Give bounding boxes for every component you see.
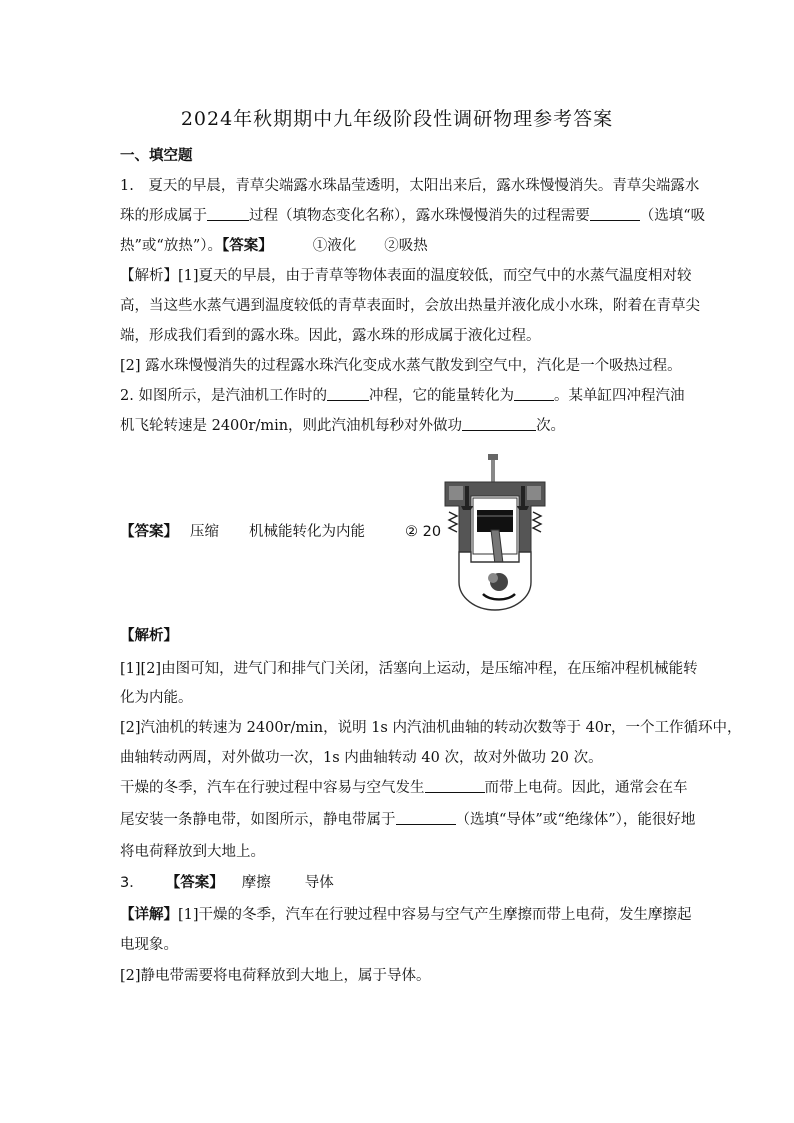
q1-text: （选填“吸: [639, 208, 706, 224]
q1-text: 热”或“放热”）。: [120, 238, 222, 254]
q1-text: 过程（填物态变化名称），露水珠慢慢消失的过程需要: [249, 208, 590, 224]
q3-blank-2: [396, 810, 456, 825]
q3-text: 尾安装一条静电带，如图所示，静电带属于: [120, 812, 396, 828]
q1-analysis-line3: 端，形成我们看到的露水珠。因此，露水珠的形成属于液化过程。: [120, 328, 541, 344]
answer-label: 【答案】: [120, 524, 178, 540]
piston-icon: [477, 510, 513, 532]
answer-label: 【答案】: [222, 237, 273, 254]
q1-analysis-line1: 【解析】[1]夏天的早晨，由于青草等物体表面的温度较低，而空气中的水蒸气温度相对较: [120, 268, 692, 284]
q2-blank-2: [514, 386, 554, 401]
q3-text: 干燥的冬季，汽车在行驶过程中容易与空气发生: [120, 780, 425, 796]
answer-value: 导体: [304, 875, 334, 891]
q2-answer-line: [120, 522, 680, 542]
q2-text-line2: [120, 416, 680, 436]
q2-text: 机飞轮转速是 2400r/min，则此汽油机每秒对外做功: [120, 418, 463, 434]
q3-text-line1: [120, 778, 688, 798]
q1-text-line1: 1. 夏天的早晨，青草尖端露水珠晶莹透明，太阳出来后，露水珠慢慢消失。青草尖端露水: [120, 178, 700, 194]
q2-analysis-heading: 【解析】: [120, 628, 178, 644]
q2-text-line1: [120, 386, 685, 406]
analysis-label: 【详解】: [120, 906, 178, 923]
page-title: 2024年秋期期中九年级阶段性调研物理参考答案: [180, 108, 614, 130]
q2-analysis-line3: [2]汽油机的转速为 2400r/min，说明 1s 内汽油机曲轴的转动次数等于 40r，一个工作循环中，: [120, 720, 742, 736]
q3-text-line3: 将电荷释放到大地上。: [120, 844, 265, 860]
q3-text: 而带上电荷。因此，通常会在车: [484, 780, 688, 796]
q1-analysis-line4: [2] 露水珠慢慢消失的过程露水珠汽化变成水蒸气散发到空气中，汽化是一个吸热过程。: [120, 358, 682, 374]
q3-blank-1: [425, 778, 485, 793]
question-number: 3．: [120, 875, 144, 891]
q3-analysis-line2: 电现象。: [120, 937, 178, 953]
q1-text-line3: [120, 236, 680, 256]
q2-text: 。某单缸四冲程汽油: [553, 388, 685, 404]
q2-analysis-line1: [1][2]由图可知，进气门和排气门关闭，活塞向上运动，是压缩冲程，在压缩冲程机械能转: [120, 661, 698, 677]
q3-answer-line: [120, 873, 680, 893]
answer-label: 【答案】: [165, 875, 224, 891]
analysis-text: [1]干燥的冬季，汽车在行驶过程中容易与空气产生摩擦而带上电荷，发生摩擦起: [178, 907, 692, 923]
q3-analysis-line3: [2]静电带需要将电荷释放到大地上，属于导体。: [120, 968, 431, 984]
q1-text-line2: [120, 206, 706, 226]
q2-text: 冲程，它的能量转化为: [368, 388, 514, 404]
q1-blank-1: [207, 206, 249, 221]
q2-text: 2. 如图所示，是汽油机工作时的: [120, 388, 327, 404]
answer-value: 压缩: [190, 524, 219, 540]
answer-value: ①液化: [312, 238, 357, 254]
section-heading: 一、填空题: [120, 147, 193, 164]
q2-analysis-line4: 曲轴转动两周，对外做功一次，1s 内曲轴转动 40 次，故对外做功 20 次。: [120, 750, 603, 766]
answer-value: ②吸热: [384, 238, 428, 254]
q2-blank-1: [327, 386, 369, 401]
gasoline-engine-icon: [435, 452, 555, 612]
q2-text: 次。: [536, 418, 566, 434]
answer-value: 机械能转化为内能: [249, 524, 365, 540]
q1-analysis-line2: 高，当这些水蒸气遇到温度较低的青草表面时，会放出热量并液化成小水珠，附着在青草尖: [120, 298, 700, 314]
spark-plug-icon: [488, 454, 498, 460]
q2-blank-3: [462, 416, 536, 431]
q2-analysis-line2: 化为内能。: [120, 690, 193, 706]
q3-text: （选填“导体”或“绝缘体”），能很好地: [455, 812, 696, 828]
q3-text-line2: [120, 810, 696, 830]
answer-value: 摩擦: [241, 875, 271, 891]
q3-analysis-line1: [120, 905, 692, 925]
q1-text: 珠的形成属于: [120, 208, 207, 224]
answer-value: ② 20: [405, 524, 442, 540]
q1-blank-2: [590, 206, 640, 221]
